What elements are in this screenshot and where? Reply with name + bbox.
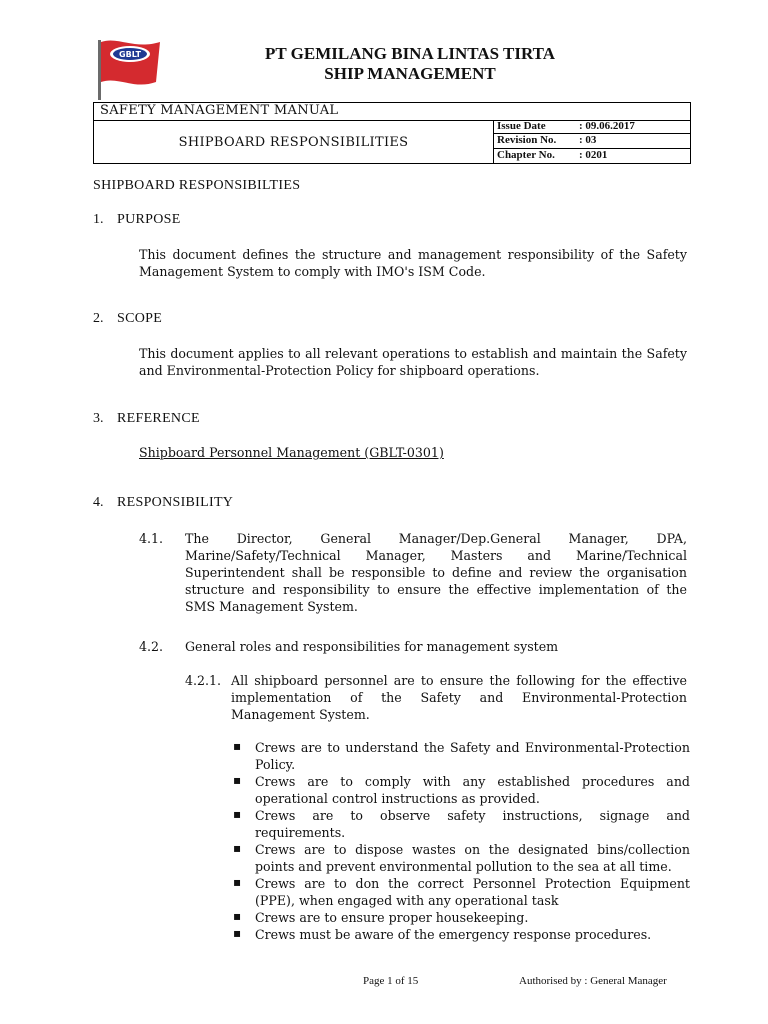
list-item: ▪ Crews are to don the correct Personnel Protection Equipment (PPE), when engaged with any operational task — [231, 875, 690, 909]
document-heading: SHIPBOARD RESPONSIBILTIES — [93, 178, 301, 193]
section-number: 4. — [93, 495, 104, 510]
clause-text-4-2-1: All shipboard personnel are to ensure the following for the effective implementation of the Safety and Environmental-Protection Management System. — [231, 673, 687, 722]
document-title-box — [93, 102, 691, 164]
clause-number-4-2-1: 4.2.1. — [185, 673, 222, 688]
list-item: ▪ Crews are to observe safety instructions, signage and requirements. — [231, 807, 690, 841]
responsibility-bullet-list — [231, 739, 690, 943]
company-division: SHIP MANAGEMENT — [324, 64, 496, 83]
clause-number-4-2: 4.2. — [139, 639, 164, 654]
meta-row-issue-date: Issue Date : 09.06.2017 — [493, 120, 690, 134]
reference-link[interactable]: Shipboard Personnel Management (GBLT-0301) — [139, 445, 444, 460]
clause-text-4-2: General roles and responsibilities for management system — [185, 639, 559, 654]
page-number: Page 1 of 15 — [363, 975, 419, 987]
section-heading-scope: SCOPE — [117, 311, 163, 326]
logo-text: GBLT — [119, 50, 141, 59]
section-heading-responsibility: RESPONSIBILITY — [117, 495, 234, 510]
section-number: 1. — [93, 212, 104, 227]
list-item: ▪ Crews are to ensure proper housekeeping. — [231, 909, 690, 926]
manual-title: SAFETY MANAGEMENT MANUAL — [100, 103, 339, 118]
section-title: SHIPBOARD RESPONSIBILITIES — [94, 120, 494, 164]
list-item: ▪ Crews are to comply with any established procedures and operational control instructions as provided. — [231, 773, 690, 807]
list-item: ▪ Crews are to understand the Safety and Environmental-Protection Policy. — [231, 739, 690, 773]
meta-row-chapter: Chapter No. : 0201 — [497, 148, 608, 161]
section-number: 2. — [93, 311, 104, 326]
document-meta-table — [493, 120, 690, 164]
section-heading-reference: REFERENCE — [117, 411, 200, 426]
clause-number-4-1: 4.1. — [139, 531, 164, 546]
scope-text: This document applies to all relevant operations to establish and maintain the Safety and Environmental-Protection Policy for shipboard operations. — [139, 346, 687, 378]
purpose-text: This document defines the structure and management responsibility of the Safety Management System to comply with IMO's ISM Code. — [139, 247, 687, 279]
meta-row-revision: Revision No. : 03 — [493, 134, 690, 148]
list-item: ▪ Crews must be aware of the emergency response procedures. — [231, 926, 690, 943]
authorised-by: Authorised by : General Manager — [519, 975, 667, 987]
section-number: 3. — [93, 411, 104, 426]
clause-text-4-1: The Director, General Manager/Dep.General Manager, DPA, Marine/Safety/Technical Manager, Masters and Marine/Technical Superintendent shall be responsible to define and review the organisation structure and responsibility to ensure the effective implementation of the SMS Management System. — [185, 531, 687, 614]
company-name: PT GEMILANG BINA LINTAS TIRTA — [264, 44, 556, 63]
list-item: ▪ Crews are to dispose wastes on the designated bins/collection points and prevent environmental pollution to the sea at all time. — [231, 841, 690, 875]
section-heading-purpose: PURPOSE — [117, 212, 181, 227]
